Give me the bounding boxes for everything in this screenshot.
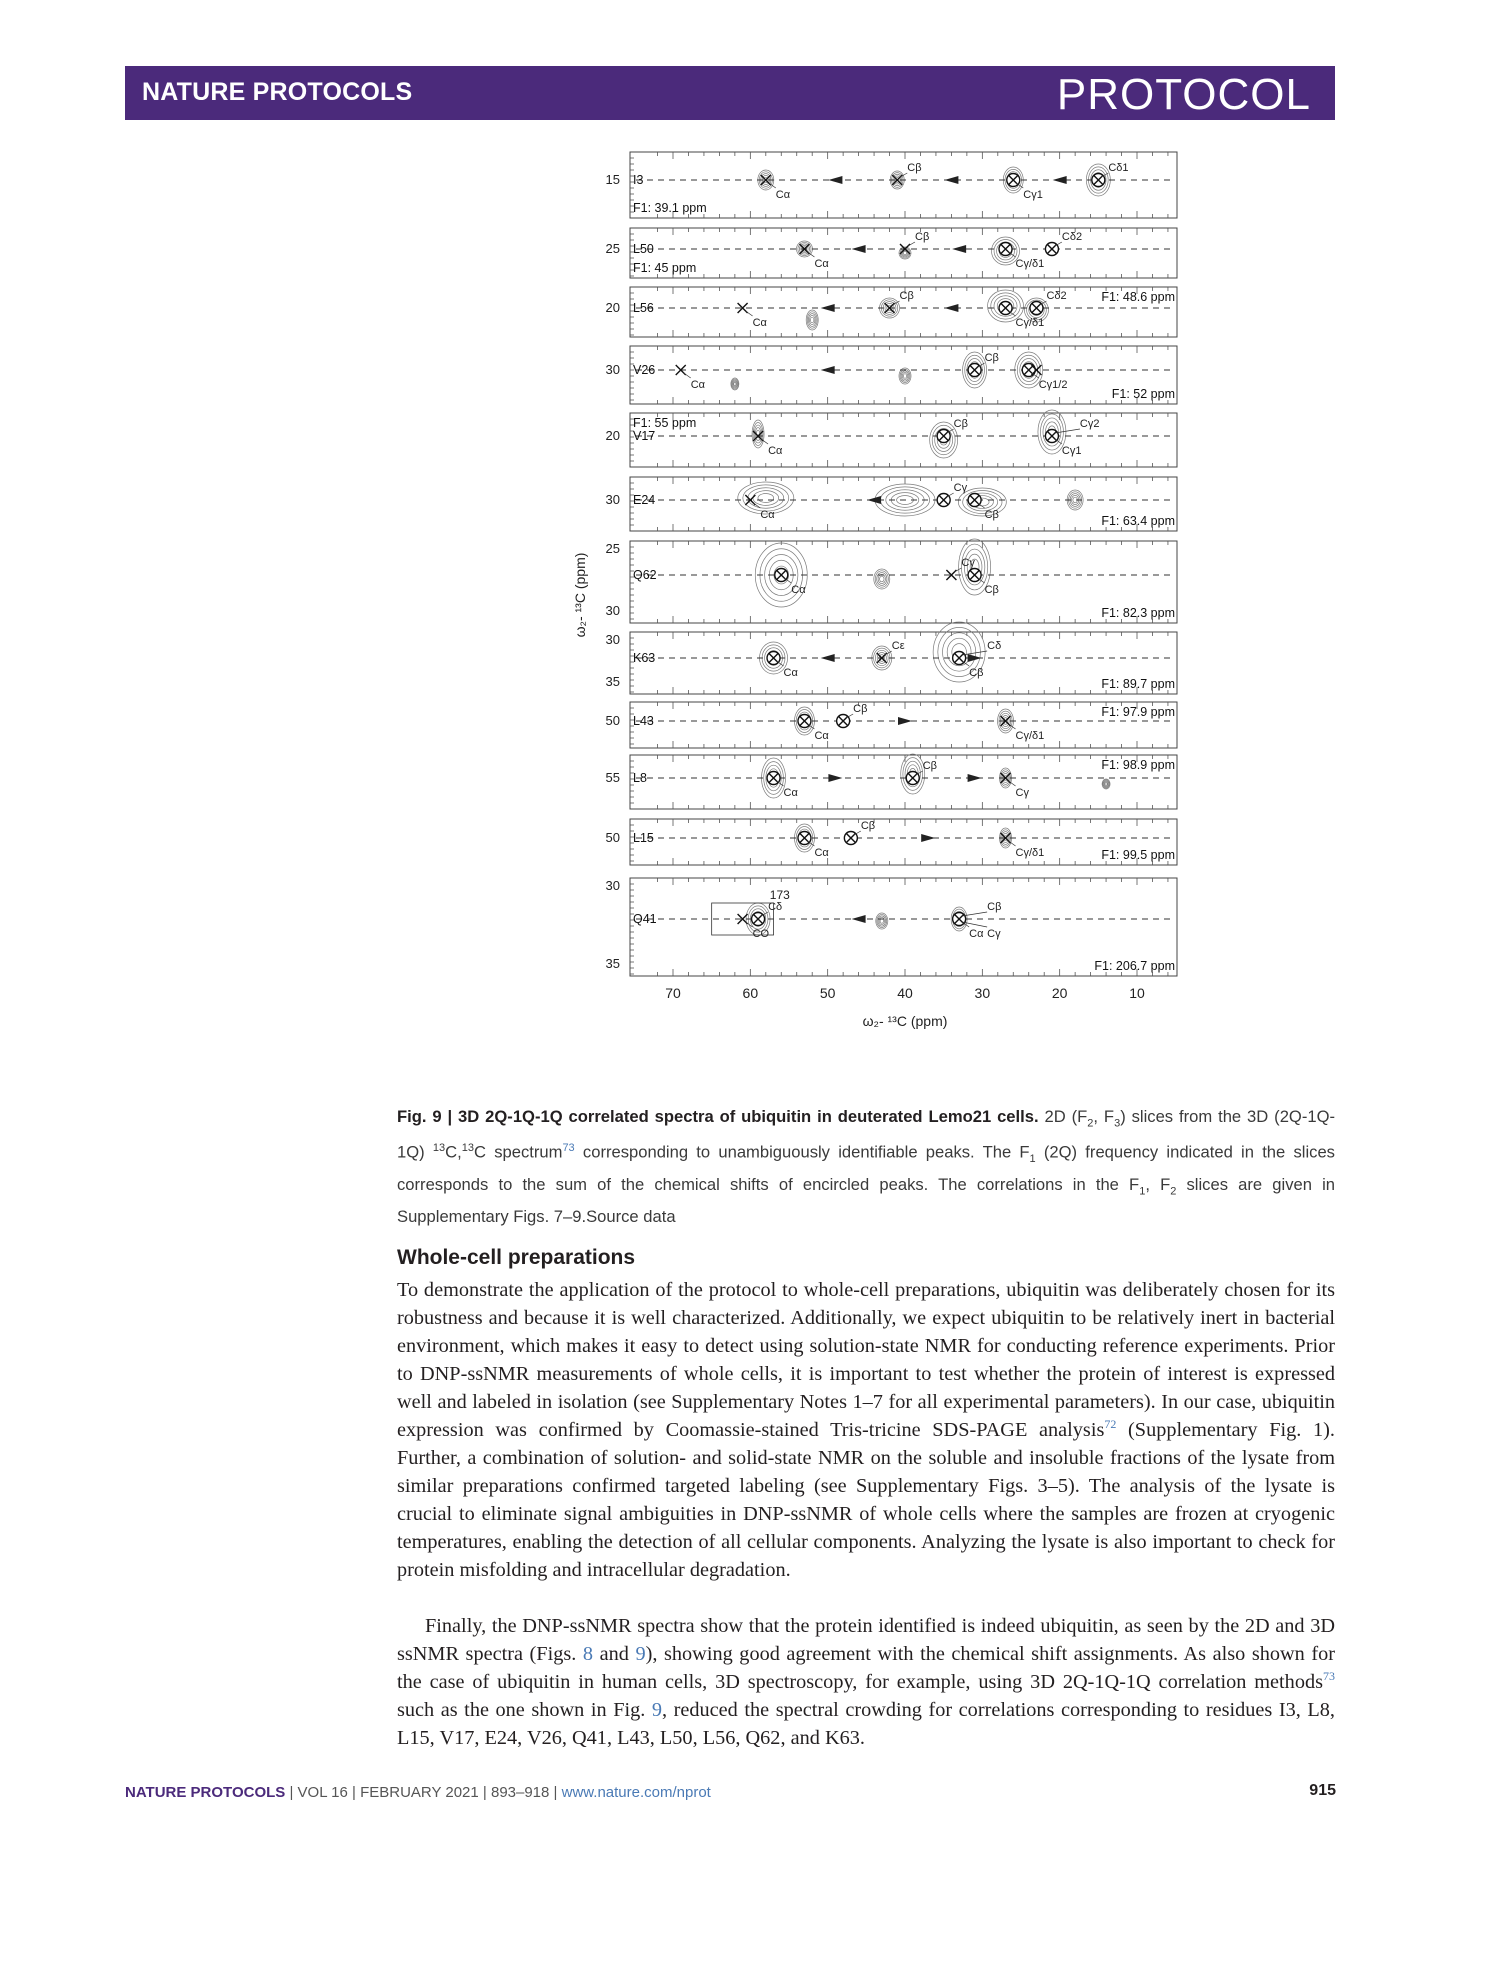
atom-label: Cβ (953, 418, 968, 430)
residue-label: E24 (633, 493, 656, 507)
atom-label: Cδ (987, 640, 1002, 652)
y-tick-label: 55 (605, 770, 620, 785)
atom-label: Cα (783, 667, 798, 679)
figure-link[interactable]: 8 (582, 1643, 594, 1665)
atom-label: Cγ/δ1 (1015, 258, 1045, 270)
correlation-arrow (867, 496, 881, 504)
atom-label: Cα (760, 509, 775, 521)
atom-label: Cα (814, 258, 829, 270)
journal-name: NATURE PROTOCOLS (142, 78, 413, 106)
atom-label: Cβ (915, 231, 930, 243)
contour-peak (806, 310, 818, 330)
correlation-arrow (1053, 176, 1067, 184)
y-tick-label: 20 (605, 300, 620, 315)
correlation-arrow (821, 304, 835, 312)
residue-label: Q62 (633, 568, 657, 582)
residue-label: K63 (633, 651, 656, 665)
atom-leader (746, 311, 753, 316)
y-tick-label: 30 (605, 878, 620, 893)
atom-label: Cα (768, 445, 783, 457)
f1-frequency-label: F1: 98.9 ppm (1101, 758, 1175, 772)
footer-citation: NATURE PROTOCOLS | VOL 16 | FEBRUARY 2021 | 893–918 | www.nature.com/nprot (125, 1784, 711, 1801)
atom-label: Cβ (860, 820, 876, 832)
atom-label: Cδ1 (1108, 162, 1129, 174)
contour-peak (900, 369, 910, 382)
f1-frequency-label: F1: 82.3 ppm (1101, 606, 1175, 620)
panel-frame (630, 755, 1177, 809)
x-axis-label: ω₂- ¹³C (ppm) (862, 1013, 948, 1029)
atom-label: Cα (775, 189, 791, 201)
contour-peak (874, 569, 890, 589)
atom-label: Cα (783, 787, 798, 799)
f1-frequency-label: F1: 48.6 ppm (1101, 290, 1175, 304)
atom-leader (962, 651, 987, 655)
x-tick-label: 30 (974, 985, 991, 1001)
reference-link[interactable]: 73 (1323, 1669, 1335, 1684)
atom-label: Cγ1 (1023, 189, 1043, 201)
y-axis-label: ω₂- ¹³C (ppm) (572, 552, 588, 638)
atom-label: Cδ2 (1061, 231, 1083, 243)
atom-label: Cβ (984, 584, 999, 596)
y-tick-label: 50 (605, 830, 620, 845)
contour-peak (752, 420, 764, 448)
panel-frame (630, 477, 1177, 531)
f1-frequency-label: F1: 99.5 ppm (1101, 848, 1175, 862)
atom-label: Cβ (969, 667, 984, 679)
y-tick-label: 30 (605, 603, 620, 618)
contour-peak (880, 576, 884, 582)
page-number: 915 (1309, 1782, 1336, 1799)
atom-label: Cγ/δ1 (1015, 847, 1045, 859)
f1-frequency-label: F1: 55 ppm (633, 416, 697, 430)
section-heading: Whole-cell preparations (397, 1246, 636, 1269)
body-paragraph-1: To demonstrate the application of the protocol to whole-cell preparations, ubiquitin was deliberately chosen for its robustness and because it is well characterized. Additionally, we expect ubiquitin to be relatively inert in bacterial environment, which makes it easy to detect using solution-state NMR for conducting reference experiments. Prior to DNP-ssNMR measurements of whole cells, it is important to test whether the protein of interest is expressed well and labeled in isolation (see Supplementary Notes 1–7 for all experimental parameters). In our case, ubiquitin expression was confirmed by Coomassie-stained Tris-tricine SDS-PAGE analysis$^{72}$ (Supplementary Fig. 1). Further, a combination of solution- and solid-state NMR on the soluble and insoluble fractions of the lysate from similar preparations confirmed targeted labeling (see Supplementary Figs. 3–5). The analysis of the lysate is crucial to eliminate signal ambiguities in DNP-ssNMR of whole cells where the samples are frozen at cryogenic temperatures, enabling the detection of all cellular components. Analyzing the lysate is also important to check for protein misfolding and intracellular degradation. (397, 1279, 1336, 1581)
footer-url-link[interactable]: www.nature.com/nprot (561, 1784, 711, 1801)
f1-frequency-label: F1: 63.4 ppm (1101, 514, 1175, 528)
figure-caption: Fig. 9 | 3D 2Q-1Q-1Q correlated spectra of ubiquitin in deuterated Lemo21 cells. 2D ($F_2$, $F_3$) slices from the 3D (2Q-1Q-1Q) $^{13}$C,$^{13}$C spectrum$^{73}$ corresponding to unambiguously identifiable peaks. The $F_1$ (2Q) frequency indicated in the slices corresponds to the sum of the chemical shifts of encircled peaks. The correlations in the $F_1$, $F_2$ slices are given in Supplementary Figs. 7–9.Source data (397, 1107, 1336, 1227)
y-tick-label: 30 (605, 632, 620, 647)
correlation-arrow (944, 176, 958, 184)
x-tick-label: 40 (897, 985, 913, 1001)
correlation-arrow (852, 915, 866, 923)
x-tick-label: 60 (742, 985, 759, 1001)
contour-peak (807, 312, 817, 328)
atom-label: Cγ (953, 482, 968, 494)
atom-label: Cε (891, 640, 905, 652)
y-tick-label: 50 (605, 713, 620, 728)
y-tick-label: 20 (605, 428, 620, 443)
correlation-arrow (852, 245, 866, 253)
panel-frame (630, 819, 1177, 865)
correlation-arrow (968, 774, 982, 782)
atom-label: Cβ (987, 901, 1002, 913)
contour-peak (903, 251, 906, 254)
atom-leader (769, 183, 776, 188)
x-tick-label: 20 (1051, 985, 1068, 1001)
f1-frequency-label: F1: 97.9 ppm (1101, 705, 1175, 719)
contour-peak (743, 485, 789, 511)
atom-label: Cγ (1015, 787, 1029, 799)
contour-peak (758, 494, 774, 503)
atom-label: Cβ (984, 352, 999, 364)
annotation-value: 173 (769, 888, 790, 902)
reference-link[interactable]: 72 (1104, 1417, 1117, 1432)
f1-frequency-label: F1: 206.7 ppm (1094, 959, 1175, 973)
y-tick-label: 35 (605, 674, 620, 689)
contour-peak (753, 423, 763, 446)
atom-label: Cβ (907, 162, 922, 174)
contour-peak (811, 317, 814, 323)
residue-label: L43 (633, 714, 654, 728)
atom-label: Cβ (984, 509, 999, 521)
atom-label: Cγ (961, 557, 975, 569)
f1-frequency-label: F1: 39.1 ppm (633, 201, 707, 215)
contour-peak (876, 913, 888, 929)
y-tick-label: 35 (605, 956, 620, 971)
contour-peak (734, 382, 736, 385)
f1-frequency-label: F1: 52 ppm (1111, 387, 1175, 401)
figure-9 (565, 140, 1185, 1090)
reference-link[interactable]: 73 (562, 1142, 575, 1155)
body-paragraph-2: Finally, the DNP-ssNMR spectra show that the protein identified is indeed ubiquitin, as seen by the 2D and 3D ssNMR spectra (Figs. 8 and 9), showing good agreement with the chemical shift assignments. As also shown for the case of ubiquitin in human cells, 3D spectroscopy, for example, using 3D 2Q-1Q-1Q correlation methods$^{73}$ such as the one shown in Fig. 9, reduced the spectral crowding for correlations corresponding to residues I3, L8, L15, V17, E24, V26, Q41, L43, L50, L56, Q62, and K63. (397, 1615, 1335, 1749)
atom-label: Cα (690, 379, 706, 391)
atom-label: Cγ/δ1 (1015, 317, 1045, 329)
atom-label: Cγ2 (1079, 418, 1100, 430)
f1-frequency-label: F1: 45 ppm (633, 261, 697, 275)
y-tick-label: 25 (605, 241, 620, 256)
correlation-arrow (828, 774, 842, 782)
panel-frame (630, 541, 1177, 623)
residue-label: L15 (633, 831, 654, 845)
atom-label: Cγ/δ1 (1015, 730, 1045, 742)
spectra-figure (565, 140, 1185, 1090)
atom-label: Cα (969, 928, 984, 940)
section-label: PROTOCOL (1056, 70, 1311, 119)
panel-frame (630, 702, 1177, 748)
atom-label: Cδ (768, 901, 783, 913)
residue-label: L8 (633, 771, 647, 785)
y-tick-label: 30 (605, 362, 620, 377)
atom-label: Cα (752, 317, 767, 329)
atom-label: Cδ2 (1046, 290, 1067, 302)
residue-label: V26 (633, 363, 656, 377)
atom-label: Cγ (987, 928, 1001, 940)
atom-label: Cβ (853, 703, 868, 715)
caption-title: Fig. 9 | 3D 2Q-1Q-1Q correlated spectra of ubiquitin in deuterated Lemo21 cells. (397, 1107, 1039, 1126)
contour-peak (753, 491, 779, 506)
y-tick-label: 25 (605, 541, 620, 556)
atom-label: Cγ1/2 (1038, 379, 1068, 391)
correlation-arrow (821, 366, 835, 374)
atom-label: Cα (814, 847, 829, 859)
atom-label: CO (752, 928, 770, 940)
correlation-arrow (968, 654, 982, 662)
correlation-arrow (821, 654, 835, 662)
x-tick-label: 50 (819, 985, 836, 1001)
x-tick-label: 10 (1129, 985, 1145, 1001)
figure-link[interactable]: 9 (635, 1643, 646, 1665)
residue-label: L50 (633, 242, 654, 256)
correlation-arrow (952, 245, 966, 253)
contour-peak (903, 374, 906, 378)
atom-label: Cα (814, 730, 829, 742)
atom-label: Cβ (899, 290, 914, 302)
correlation-arrow (921, 834, 935, 842)
x-tick-label: 70 (665, 985, 681, 1001)
contour-peak (1105, 783, 1107, 786)
correlation-arrow (898, 717, 912, 725)
residue-label: I3 (633, 173, 644, 187)
correlation-arrow (944, 304, 958, 312)
residue-label: V17 (633, 429, 656, 443)
contour-peak (877, 914, 887, 927)
residue-label: Q41 (633, 912, 657, 926)
atom-label: Cβ (922, 760, 938, 772)
f1-frequency-label: F1: 89.7 ppm (1101, 677, 1175, 691)
header-bar (125, 66, 1335, 120)
residue-label: L56 (633, 301, 654, 315)
figure-link[interactable]: 9 (651, 1699, 663, 1721)
correlation-arrow (828, 176, 842, 184)
atom-label: Cα (791, 584, 806, 596)
y-tick-label: 30 (605, 492, 620, 507)
contour-peak (875, 571, 888, 587)
atom-leader (684, 373, 691, 378)
y-tick-label: 15 (605, 172, 620, 187)
atom-label: Cγ1 (1061, 445, 1082, 457)
